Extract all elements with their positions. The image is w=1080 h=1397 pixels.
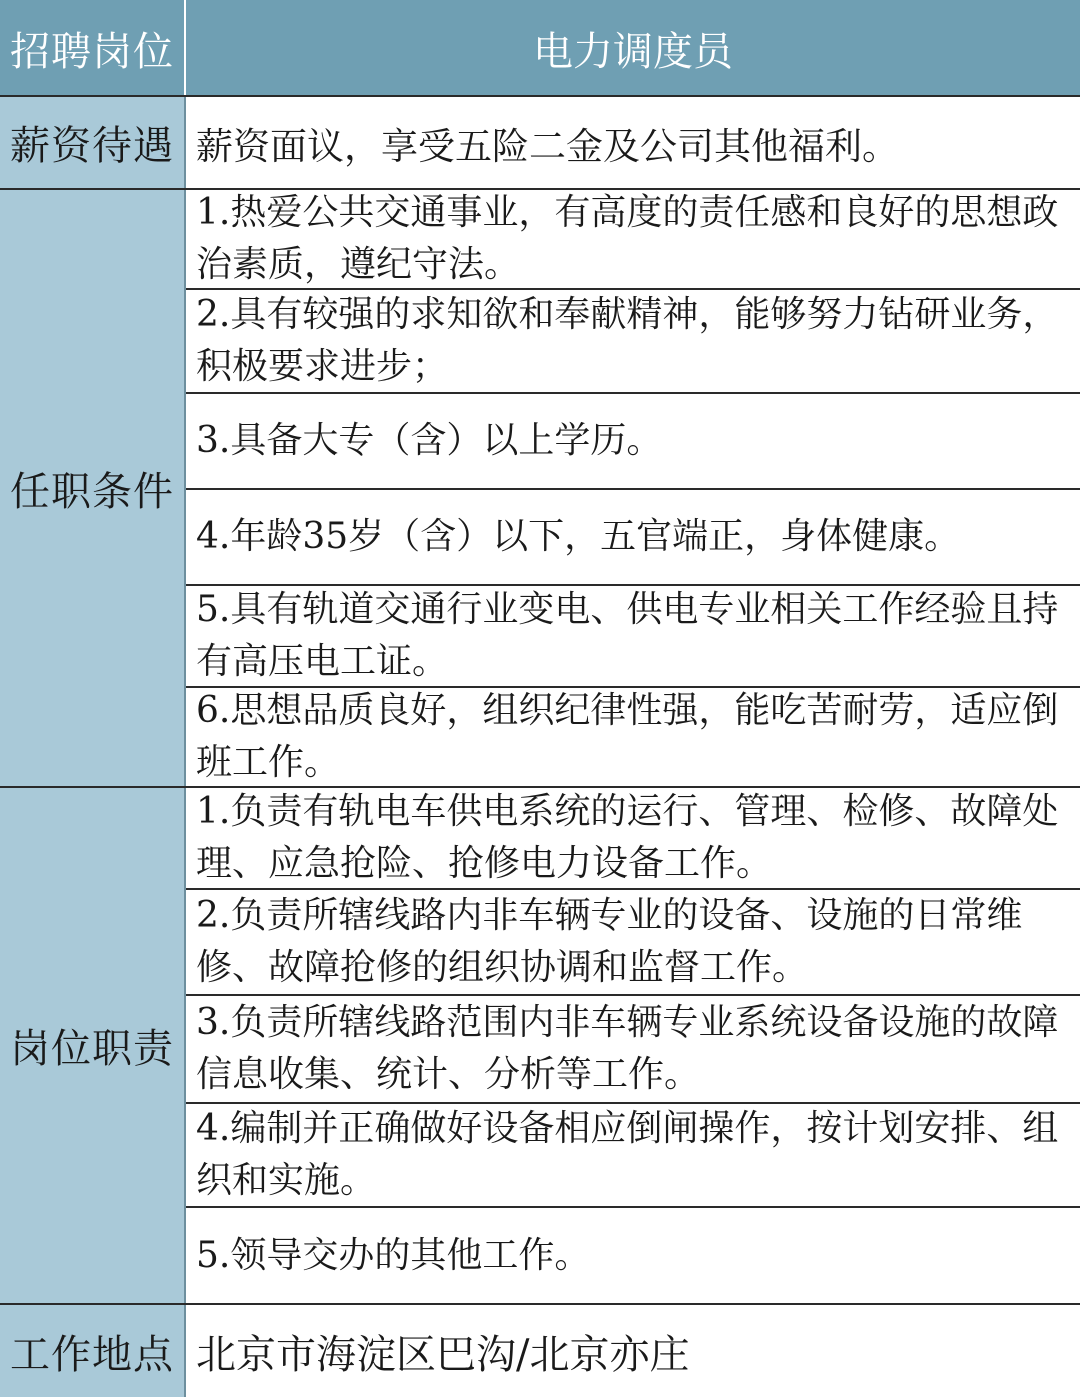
wechat-icon [826, 1335, 860, 1363]
location-value: 北京市海淀区巴沟/北京亦庄 [186, 1305, 1080, 1397]
requirements-row [0, 190, 1080, 786]
duties-list [186, 788, 1080, 1303]
requirement-item: 6.思想品质良好，组织纪律性强，能吃苦耐劳，适应倒班工作。 [186, 686, 1080, 786]
requirement-item: 5.具有轨道交通行业变电、供电专业相关工作经验且持有高压电工证。 [186, 584, 1080, 686]
requirement-item: 3.具备大专（含）以上学历。 [186, 392, 1080, 488]
requirement-item: 2.具有较强的求知欲和奉献精神，能够努力钻研业务，积极要求进步； [186, 288, 1080, 392]
requirement-item: 4.年龄35岁（含）以下，五官端正，身体健康。 [186, 488, 1080, 584]
duty-item: 1.负责有轨电车供电系统的运行、管理、检修、故障处理、应急抢险、抢修电力设备工作。 [196, 791, 1059, 884]
header-label: 招聘岗位 [0, 0, 186, 96]
requirement-item: 1.热爱公共交通事业，有高度的责任感和良好的思想政治素质，遵纪守法。 [196, 192, 1059, 285]
duties-row [0, 788, 1080, 1303]
duty-item: 5.领导交办的其他工作。 [186, 1206, 1080, 1303]
header-row [0, 0, 1080, 96]
duty-item: 3.负责所辖线路范围内非车辆专业系统设备设施的故障信息收集、统计、分析等工作。 [186, 994, 1080, 1102]
location-label: 工作地点 [0, 1305, 186, 1397]
position-title: 电力调度员 [186, 0, 1080, 96]
duty-item: 4.编制并正确做好设备相应倒闸操作，按计划安排、组织和实施。 [186, 1102, 1080, 1206]
watermark-text: 门头沟京西杂谈 [865, 1336, 1048, 1366]
requirements-label: 任职条件 [0, 190, 186, 786]
requirements-list [186, 190, 1080, 786]
salary-row [0, 97, 1080, 188]
salary-label: 薪资待遇 [0, 97, 186, 188]
salary-value: 薪资面议，享受五险二金及公司其他福利。 [186, 97, 1080, 188]
duties-label: 岗位职责 [0, 788, 186, 1303]
duty-item: 2.负责所辖线路内非车辆专业的设备、设施的日常维修、故障抢修的组织协调和监督工作。 [186, 888, 1080, 994]
watermark [826, 1330, 1048, 1367]
